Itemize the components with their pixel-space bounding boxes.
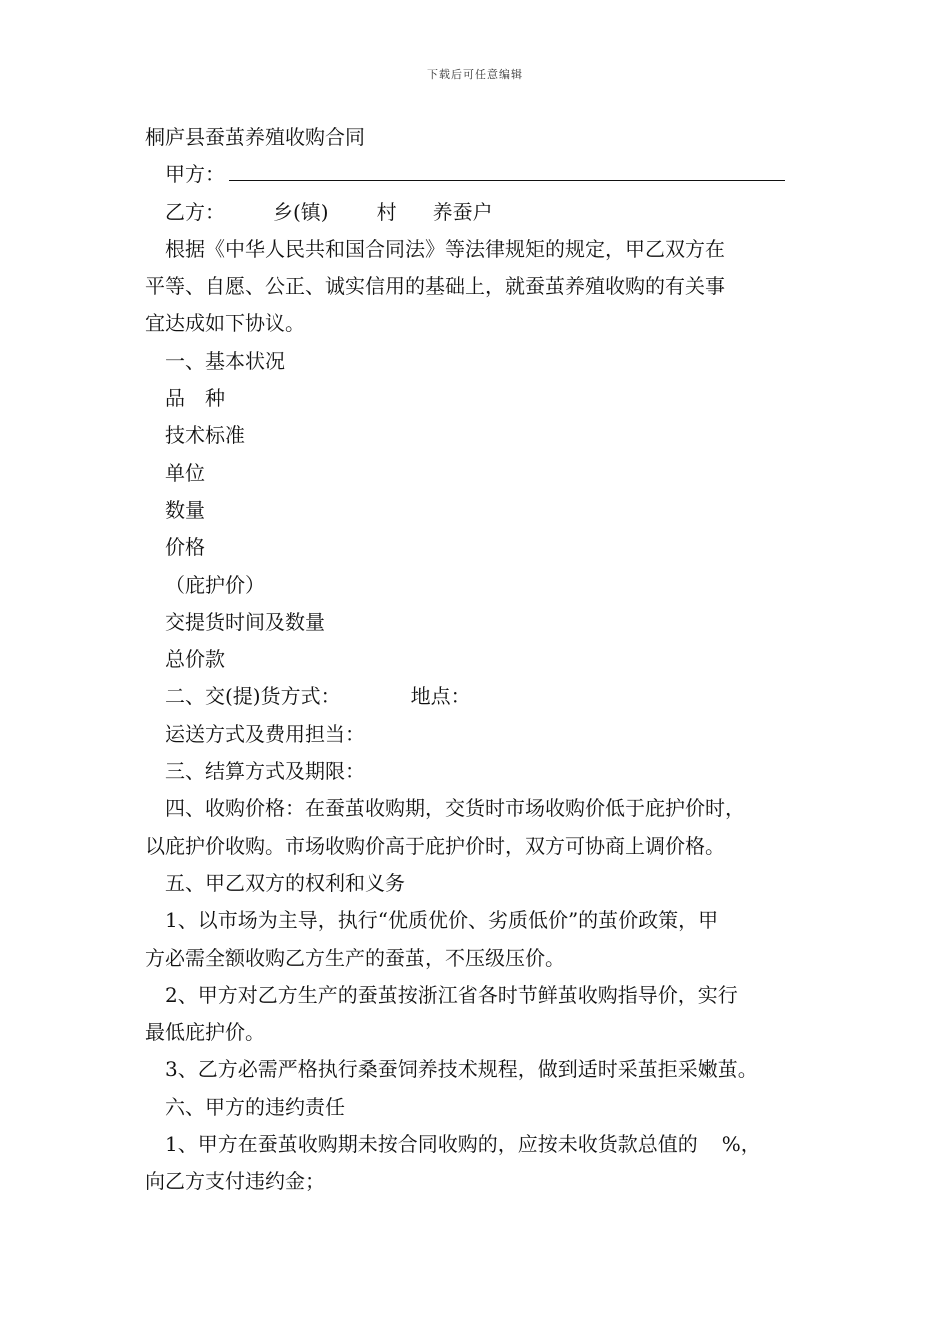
party-b-township: 乡(镇) [273, 199, 329, 224]
item-6-1-percent: %， [721, 1132, 761, 1157]
basic-item-variety: 品 种 [165, 386, 225, 411]
party-b-label: 乙方： [165, 199, 225, 224]
item-6-1-line-1 [145, 1126, 825, 1163]
header-note: 下载后可任意编辑 [427, 68, 523, 81]
section-4-line-1: 四、收购价格：在蚕茧收购期，交货时市场收购价低于庇护价时， [165, 796, 745, 821]
section-6-title: 六、甲方的违约责任 [165, 1094, 345, 1119]
transport-line: 运送方式及费用担当： [165, 721, 365, 746]
basic-item-delivery-time: 交提货时间及数量 [165, 609, 325, 634]
basic-item-total-price: 总价款 [165, 647, 225, 672]
item-5-1-line-1: 1、以市场为主导，执行“优质优价、劣质低价”的茧价政策，甲 [165, 908, 719, 933]
item-5-3: 3、乙方必需严格执行桑蚕饲养技术规程，做到适时采茧拒采嫩茧。 [165, 1057, 758, 1082]
contract-document [145, 119, 825, 1201]
basic-item-price: 价格 [165, 535, 205, 560]
preamble-line-3: 宜达成如下协议。 [145, 311, 305, 336]
location-label: 地点： [410, 684, 471, 709]
section-5-title: 五、甲乙双方的权利和义务 [165, 870, 405, 895]
party-b-line [145, 194, 825, 231]
basic-item-protection-price: （庇护价） [165, 572, 265, 597]
section-1-title: 一、基本状况 [165, 348, 285, 373]
preamble-line-2: 平等、自愿、公正、诚实信用的基础上，就蚕茧养殖收购的有关事 [145, 274, 725, 299]
section-3-title: 三、结算方式及期限： [165, 759, 365, 784]
section-4-line-2: 以庇护价收购。市场收购价高于庇护价时，双方可协商上调价格。 [145, 833, 725, 858]
basic-item-quantity: 数量 [165, 497, 205, 522]
party-a-blank[interactable] [229, 158, 785, 181]
party-a-label: 甲方： [165, 162, 225, 187]
item-5-2-line-2: 最低庇护价。 [145, 1020, 265, 1045]
preamble-line-1: 根据《中华人民共和国合同法》等法律规矩的规定，甲乙双方在 [165, 236, 725, 261]
basic-item-unit: 单位 [165, 460, 205, 485]
party-a-line [145, 156, 825, 193]
section-2-line [145, 678, 825, 715]
contract-title: 桐庐县蚕茧养殖收购合同 [145, 125, 365, 149]
item-6-1-text: 1、甲方在蚕茧收购期未按合同收购的，应按未收货款总值的 [165, 1132, 698, 1157]
item-6-1-line-2: 向乙方支付违约金； [145, 1169, 325, 1194]
item-5-1-line-2: 方必需全额收购乙方生产的蚕茧，不压级压价。 [145, 945, 565, 970]
basic-item-technical-standard: 技术标准 [165, 423, 245, 448]
item-5-2-line-1: 2、甲方对乙方生产的蚕茧按浙江省各时节鲜茧收购指导价，实行 [165, 982, 738, 1007]
party-b-household: 养蚕户 [432, 199, 493, 224]
delivery-method-label: 二、交(提)货方式： [165, 684, 341, 709]
party-b-village: 村 [376, 199, 397, 224]
